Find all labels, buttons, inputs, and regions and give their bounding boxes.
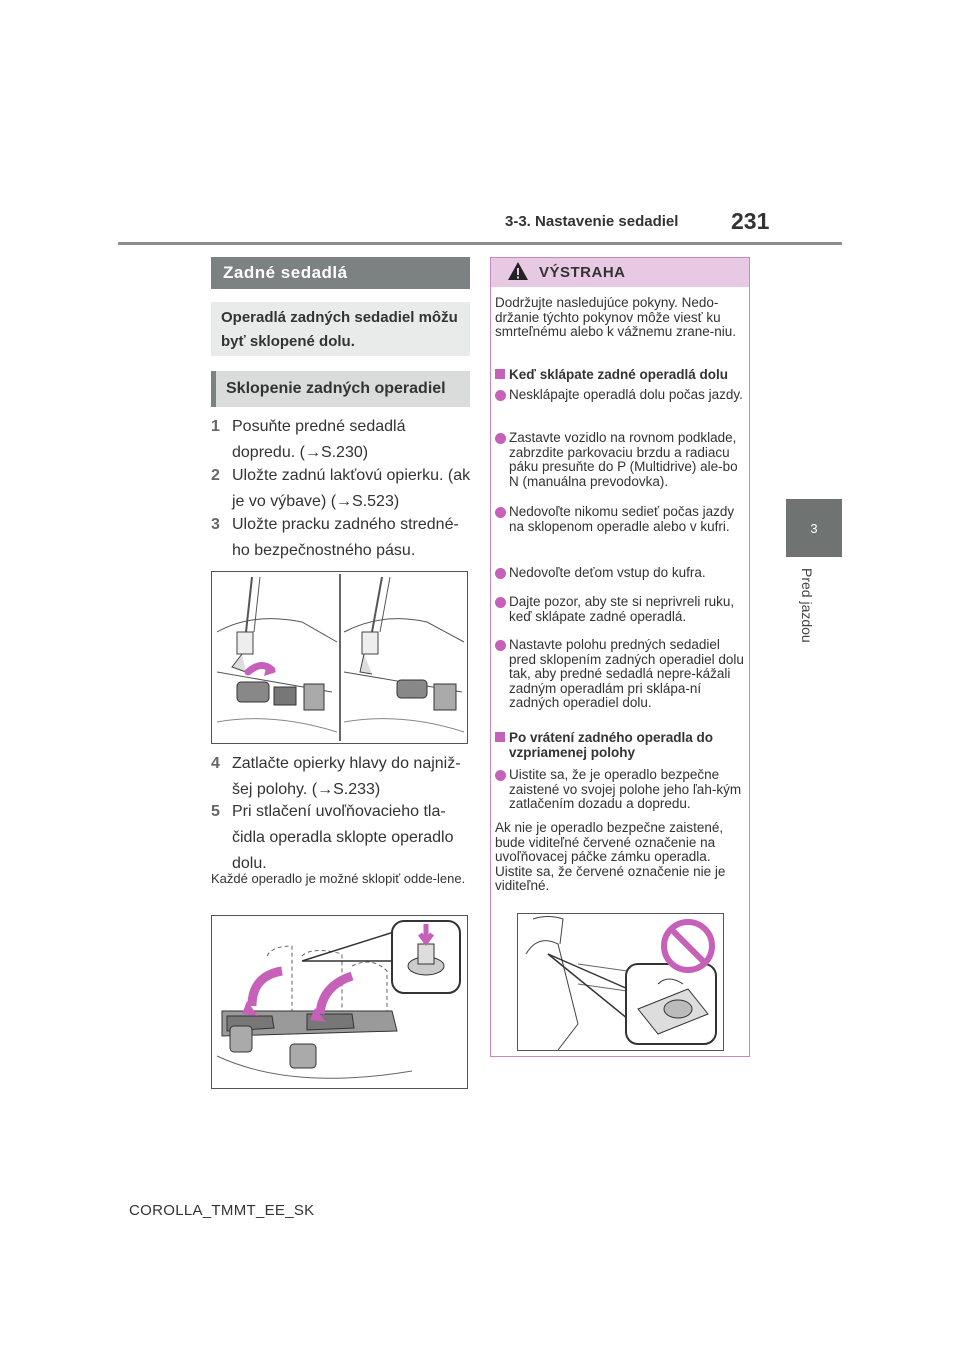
step-text: Posuňte predné sedadlá dopredu. (→S.230)	[232, 418, 406, 461]
step-text: Uložte zadnú lakťovú opierku. (ak je vo výbave) (→S.523)	[232, 467, 471, 510]
step-number: 2	[211, 467, 220, 484]
step-text: Pri stlačení uvoľňovacieho tla-čidla operadla sklopte operadlo dolu.	[232, 803, 454, 872]
step-text: Zatlačte opierky hlavy do najniž-šej polohy. (→S.233)	[232, 755, 461, 798]
release-lever-drawing	[518, 914, 723, 1050]
warning-heading-1: Keď sklápate zadné operadlá dolu	[495, 367, 747, 383]
step-number: 1	[211, 418, 220, 435]
square-bullet-icon	[495, 732, 505, 742]
page-number: 231	[731, 208, 770, 234]
round-bullet-icon	[495, 597, 506, 608]
warning-closing: Ak nie je operadlo bezpečne zaistené, bude viditeľné červené označenie na uvoľňovacej páčke zámku operadla. Uistite sa, že červené označenie nie je viditeľné.	[495, 820, 726, 893]
step-number: 4	[211, 755, 220, 772]
chapter-label: Pred jazdou	[799, 568, 815, 643]
step-number: 5	[211, 803, 220, 820]
round-bullet-icon	[495, 390, 506, 401]
round-bullet-icon	[495, 568, 506, 579]
header-rule	[118, 242, 842, 245]
round-bullet-icon	[495, 640, 506, 651]
warning-bullet: Nastavte polohu predných sedadiel pred sklopením zadných operadiel dolu tak, aby predné sedadlá nepre-kážali zadným operadlám pri sklápa-ní zadných operadiel dolu.	[495, 638, 747, 716]
buckle-drawing	[212, 572, 467, 743]
warning-bullet: Nedovoľte nikomu sedieť počas jazdy na sklopenom operadle alebo v kufri.	[495, 505, 747, 553]
sub-heading: Sklopenie zadných operadiel	[211, 371, 470, 407]
warning-title: VÝSTRAHA	[539, 264, 626, 281]
step-2	[211, 463, 473, 515]
step-3	[211, 512, 473, 564]
chapter-number: 3	[810, 520, 818, 536]
buckle-illustration	[211, 571, 468, 744]
warning-bullet: Nedovoľte deťom vstup do kufra.	[495, 566, 747, 582]
step-text: Uložte pracku zadného stredné-ho bezpečnostného pásu.	[232, 516, 459, 559]
round-bullet-icon	[495, 507, 506, 518]
section-title: 3-3. Nastavenie sedadiel	[505, 213, 679, 230]
step-1	[211, 414, 473, 466]
warning-bullet: Dajte pozor, aby ste si neprivreli ruku, keď sklápate zadné operadlá.	[495, 595, 747, 627]
fold-seat-illustration	[211, 915, 468, 1089]
chapter-label-wrap	[786, 568, 842, 680]
section-heading: Zadné sedadlá	[211, 257, 470, 289]
warning-intro: Dodržujte nasledujúce pokyny. Nedo-držanie týchto pokynov môže viesť ku smrteľnému alebo k vážnemu zrane-niu.	[495, 295, 737, 339]
step-number: 3	[211, 516, 220, 533]
round-bullet-icon	[495, 433, 506, 444]
intro-box: Operadlá zadných sedadiel môžu byť sklopené dolu.	[211, 302, 470, 356]
step-4	[211, 751, 473, 803]
step-5	[211, 799, 473, 877]
fold-seat-drawing	[212, 916, 467, 1088]
square-bullet-icon	[495, 369, 505, 379]
release-lever-illustration	[517, 913, 724, 1051]
warning-bullet: Zastavte vozidlo na rovnom podklade, zabrzdite parkovaciu brzdu a radiacu páku presuňte do P (Multidrive) ale-bo N (manuálna prevodovka).	[495, 431, 747, 493]
note-text: Každé operadlo je možné sklopiť odde-lene.	[211, 871, 466, 886]
warning-bullet: Nesklápajte operadlá dolu počas jazdy.	[495, 388, 747, 420]
warning-icon	[507, 260, 529, 282]
round-bullet-icon	[495, 770, 506, 781]
doc-code: COROLLA_TMMT_EE_SK	[129, 1202, 315, 1219]
chapter-tab	[786, 499, 842, 557]
warning-heading-2: Po vrátení zadného operadla do vzpriamenej polohy	[495, 730, 747, 762]
tab-spacer	[786, 245, 842, 497]
warning-bullet: Uistite sa, že je operadlo bezpečne zaistené vo svojej polohe jeho ľah-kým zatlačením dozadu a dopredu.	[495, 768, 747, 816]
